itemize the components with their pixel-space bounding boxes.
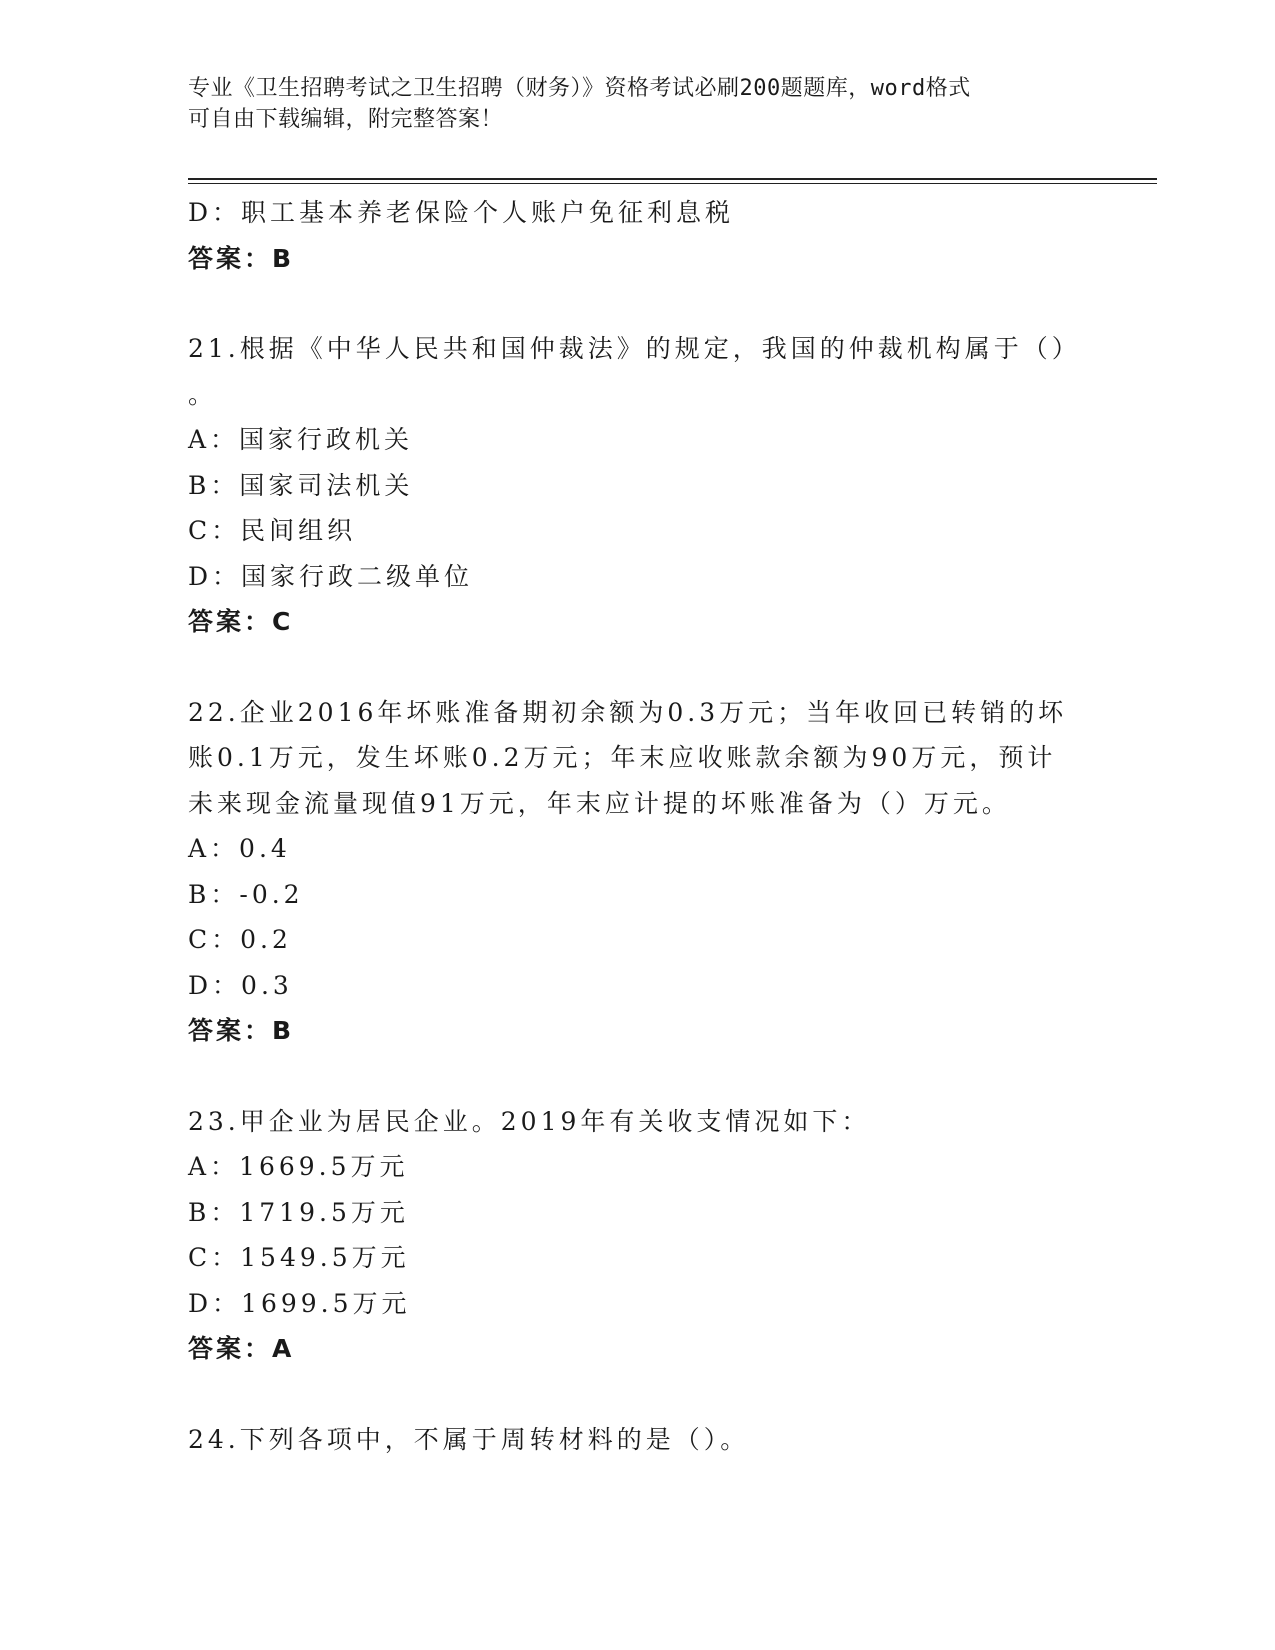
option-d: D：1699.5万元 [188, 1288, 411, 1318]
option-b: B：1719.5万元 [188, 1197, 409, 1227]
question-stem: 未来现金流量现值91万元，年末应计提的坏账准备为（）万元。 [188, 788, 1011, 818]
question-stem: 账0.1万元，发生坏账0.2万元；年末应收账款余额为90万元，预计 [188, 743, 1057, 772]
option-a: A：1669.5万元 [188, 1152, 409, 1181]
answer: 答案：B [188, 1016, 295, 1045]
spacer [188, 281, 1088, 326]
question-stem: 。 [188, 379, 218, 409]
option-c: C：0.2 [188, 925, 292, 954]
header-line-2: 可自由下载编辑，附完整答案！ [188, 107, 504, 132]
prev-answer: 答案：B [188, 243, 295, 273]
spacer [188, 1372, 1088, 1417]
question-stem: 23.甲企业为居民企业。2019年有关收支情况如下： [188, 1106, 871, 1136]
question-stem: 22.企业2016年坏账准备期初余额为0.3万元；当年收回已转销的坏 [188, 697, 1068, 727]
option-c: C：1549.5万元 [188, 1243, 410, 1272]
question-22 [188, 690, 1088, 1054]
option-d: D：国家行政二级单位 [188, 561, 474, 591]
document-header [188, 73, 1088, 135]
option-d: D：0.3 [188, 970, 293, 1000]
header-line-1: 专业《卫生招聘考试之卫生招聘（财务）》资格考试必刷200题题库，word格式 [188, 76, 971, 101]
document-body [188, 190, 1088, 1462]
option-a: A：国家行政机关 [188, 425, 414, 454]
question-stem: 24.下列各项中，不属于周转材料的是（）。 [188, 1424, 750, 1454]
option-b: B：国家司法机关 [188, 470, 414, 500]
spacer [188, 645, 1088, 690]
option-c: C：民间组织 [188, 516, 357, 545]
answer: 答案：A [188, 1334, 295, 1363]
question-24 [188, 1417, 1088, 1463]
option-b: B：-0.2 [188, 879, 304, 909]
header-rule-thick [188, 178, 1157, 180]
spacer [188, 1054, 1088, 1099]
prev-option-d: D：职工基本养老保险个人账户免征利息税 [188, 198, 735, 227]
header-rule-thin [188, 183, 1157, 184]
question-21 [188, 326, 1088, 645]
question-stem: 21.根据《中华人民共和国仲裁法》的规定，我国的仲裁机构属于（） [188, 334, 1081, 363]
question-23 [188, 1099, 1088, 1372]
answer: 答案：C [188, 607, 294, 636]
option-a: A：0.4 [188, 834, 291, 863]
